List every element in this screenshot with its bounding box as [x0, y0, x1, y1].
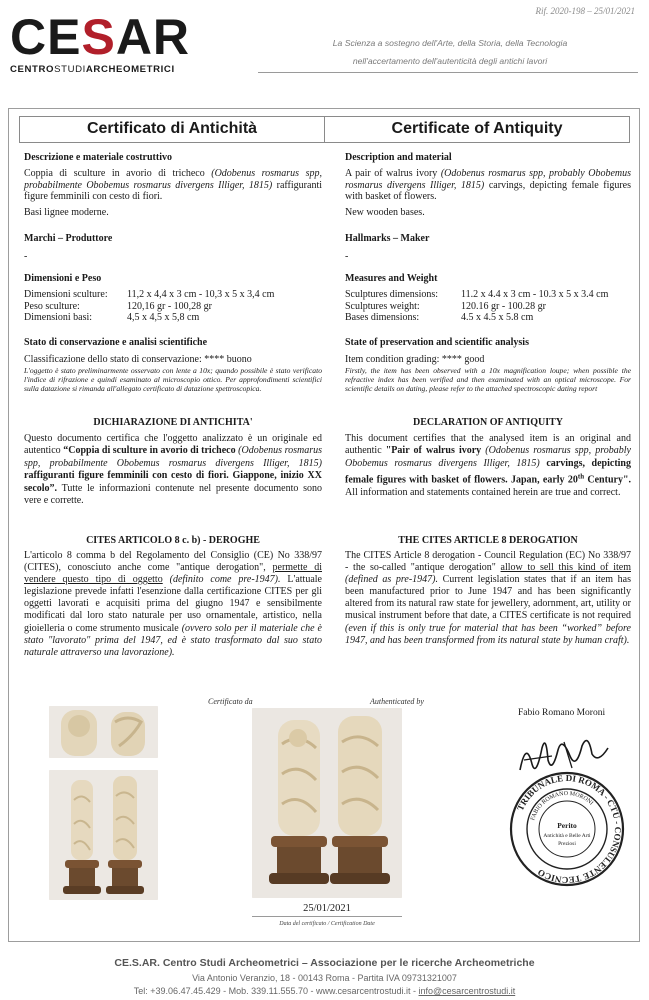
svg-text:Preziosi: Preziosi — [558, 841, 576, 847]
it-cites-heading: CITES ARTICOLO 8 c. b) - DEROGHE — [86, 535, 260, 546]
en-dim-row: Sculptures dimensions: 11.2 x 4.4 x 3 cm - 10.3 x 5 x 3.4 cm Sculptures weight: 120.16 gr - 100.28 gr Bases dimensions: 4.5 x 4.5 x 5.8 cm — [345, 289, 609, 324]
sculpture-photo-bottom — [49, 770, 158, 900]
it-bases: Basi lignee moderne. — [24, 207, 109, 218]
cesar-logo: CESAR CENTROSTUDIARCHEOMETRICI — [10, 9, 191, 75]
it-cites-text: L'articolo 8 comma b del Regolamento del Consiglio (CE) No 338/97 (CITES), conosciuto anche come "antique derogation", permette di vendere questo tipo di oggetto (definito come pre-1947). L'attuale legislazione prevede infatti l'esenzione dalla certificazione CITES per gli oggetti lavorati e acquisiti prima del giugno 1947 e sensibilmente modificati dal loro stato naturale per uso ornamentale, artistico, nella gioielleria o come strumento musicale (ovvero solo per il materiale che è stato "lavorato" prima del 1947, ed è stato trasformato dal suo stato naturale attraverso una lavorazione). — [24, 550, 322, 658]
authenticated-by-caption: Authenticated by — [370, 697, 424, 706]
svg-text:Antichità e Belle Arti: Antichità e Belle Arti — [543, 833, 591, 839]
reference-number: Rif. 2020-198 – 25/01/2021 — [535, 6, 635, 16]
svg-text:FABIO ROMANO MORONI: FABIO ROMANO MORONI — [530, 790, 595, 822]
date-caption: Data del certificato / Certification Date — [279, 921, 375, 927]
en-marks-value: - — [345, 251, 349, 262]
certified-by-caption: Certificato da — [208, 697, 253, 706]
en-declaration-heading: DECLARATION OF ANTIQUITY — [412, 417, 564, 428]
en-state-note: Firstly, the item has been observed with a 10x magnification loupe; when possible the refractive index has been verified and then examinated with an optical microscope. For scientific details on dating, please refer to the attached spectroscopic dating report — [345, 366, 631, 393]
en-dim-heading: Measures and Weight — [345, 273, 438, 284]
official-stamp — [508, 770, 626, 888]
en-state-grade: Item condition grading: **** good — [345, 354, 485, 365]
it-marks-value: - — [24, 251, 28, 262]
footer-line-3: Tel: +39.06.47.45.429 - Mob. 339.11.555.70 - www.cesarcentrostudi.it - info@cesarcentrostudi.it — [133, 986, 516, 996]
en-marks-heading: Hallmarks – Maker — [345, 233, 430, 244]
svg-text:Perito: Perito — [557, 821, 577, 830]
it-state-grade: Classificazione dello stato di conservazione: **** buono — [24, 354, 252, 365]
footer-line-1: CE.S.AR. Centro Studi Archeometrici – Associazione per le ricerche Archeometriche — [114, 957, 535, 969]
it-dim-heading: Dimensioni e Peso — [24, 273, 102, 284]
en-cites-heading: THE CITES ARTICLE 8 DEROGATION — [398, 535, 578, 546]
it-desc-text: Coppia di sculture in avorio di tricheco (Odobenus rosmarus spp, probabilmente Obobemus rosmarus divergens Illiger, 1815) raffiguranti figure femminili con cesto di fiori. — [24, 168, 322, 203]
footer-line-2: Via Antonio Veranzio, 18 - 00143 Roma - Partita IVA 09731321007 — [192, 973, 457, 983]
it-marks-heading: Marchi – Produttore — [24, 233, 113, 244]
it-declaration-text: Questo documento certifica che l'oggetto analizzato è un originale ed autentico “Coppia di sculture in avorio di tricheco (Odobenus rosmarus spp, probabilmente Obobemus rosmarus divergens Illiger, 1815) raffiguranti figure femminili con cesto di fiori. Giappone, inizio XX secolo”. Tutte le informazioni contenute nel presente documento sono vere e corrette. — [24, 433, 322, 507]
title-english: Certificate of Antiquity — [391, 120, 563, 137]
en-desc-heading: Description and material — [345, 152, 452, 163]
header-rule — [258, 72, 638, 73]
it-state-heading: Stato di conservazione e analisi scientifiche — [24, 337, 208, 348]
it-state-note: L'oggetto è stato preliminarmente osservato con lente a 10x; quando possibile è stato verificato l'indice di rifrazione e quindi esaminato al microscopio ottico. Per approfondimenti scientifici sulla datazione si rimanda all'allegato certificato di datazione spettroscopica. — [24, 366, 322, 393]
email-link[interactable]: info@cesarcentrostudi.it — [418, 986, 516, 996]
date-rule — [252, 916, 402, 917]
sculpture-photo-top — [49, 706, 158, 758]
it-declaration-heading: DICHIARAZIONE DI ANTICHITA' — [93, 417, 253, 428]
en-cites-text: The CITES Article 8 derogation - Council Regulation (EC) No 338/97 - the so-called "antique derogation" allow to sell this kind of item (defined as pre-1947). Current legislation states that if an item has been manufactured prior to June 1947 and has been significantly altered from its natural raw state for jewellery, adornment, art, utility or musical instrument before that date, a CITES certificate is not required (even if this is only true for material that has been “worked” before 1947, and has been transformed from its natural state by human craft). — [345, 550, 631, 646]
title-bar — [19, 116, 630, 143]
en-desc-text: A pair of walrus ivory (Odobenus rosmarus spp, probably Obobemus rosmarus divergens Illiger, 1815) carvings, depicting female figures with basket of flowers. — [345, 168, 632, 203]
en-declaration-text: This document certifies that the analysed item is an original and authentic "Pair of walrus ivory (Odobenus rosmarus spp, probably Obobemus rosmarus divergens Illiger, 1815) carvings, depicting female figures with basket of flowers. Japan, early 20th Century". All information and statements contained herein are true and correct. — [345, 433, 631, 498]
tagline-line-2: nell'accertamento dell'autenticità degli antichi lavori — [352, 56, 548, 66]
svg-text:TRIBUNALE DI ROMA - CTU - CONS: TRIBUNALE DI ROMA - CTU - CONSULENTE TECNICO — [515, 772, 624, 886]
title-italian: Certificato di Antichità — [86, 120, 258, 137]
tagline-line-1: La Scienza a sostegno dell'Arte, della Storia, della Tecnologia — [332, 38, 568, 48]
sculpture-photo-main — [252, 708, 402, 898]
en-state-heading: State of preservation and scientific analysis — [345, 337, 529, 348]
en-bases: New wooden bases. — [345, 207, 425, 218]
it-desc-heading: Descrizione e materiale costruttivo — [24, 152, 172, 163]
signer-name: Fabio Romano Moroni — [518, 708, 606, 718]
it-dim-row: Dimensioni sculture: 11,2 x 4,4 x 3 cm - 10,3 x 5 x 3,4 cm Peso sculture: 120,16 gr - 100,28 gr Dimensioni basi: 4,5 x 4,5 x 5,8 cm — [24, 289, 275, 324]
certificate-date: 25/01/2021 — [303, 903, 351, 914]
